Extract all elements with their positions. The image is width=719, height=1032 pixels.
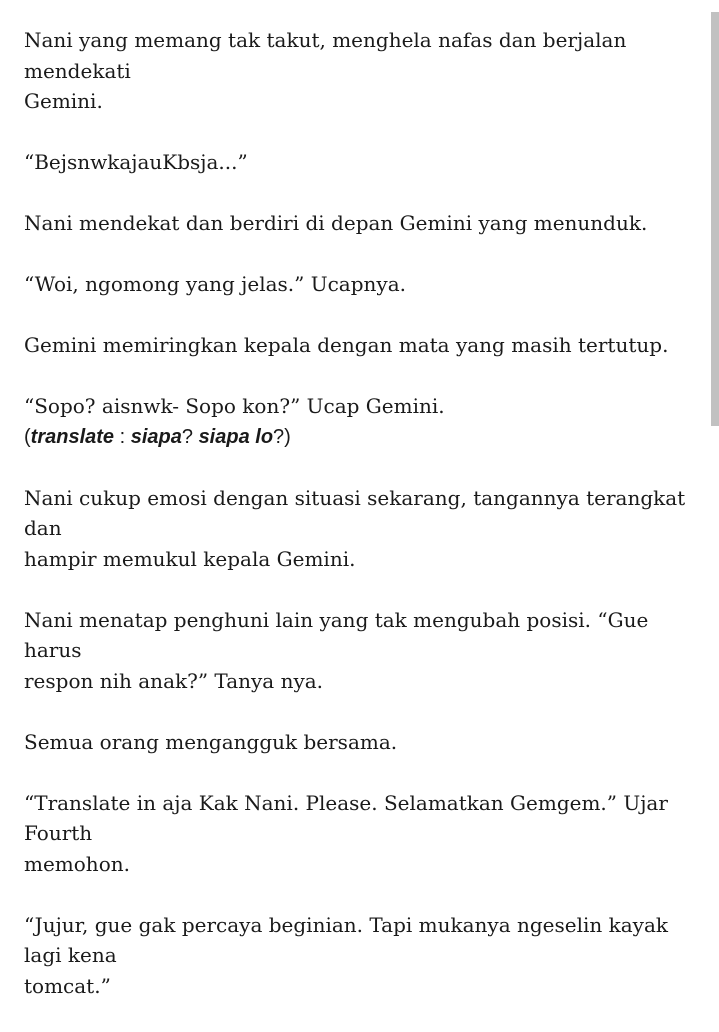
paragraph-2: “BejsnwkajauKbsja...” [24, 150, 248, 174]
paragraph-4: “Woi, ngomong yang jelas.” Ucapnya. [24, 272, 406, 296]
translation-word-siapa: siapa [130, 425, 182, 448]
paragraph-11: “Jujur, gue gak percaya beginian. Tapi mukanya ngeselin kayak lagi kena tomcat.” [24, 912, 669, 998]
paragraph-3: Nani mendekat dan berdiri di depan Gemini yang menunduk. [24, 211, 648, 235]
scrollbar-thumb[interactable] [711, 12, 719, 426]
story-text [24, 25, 704, 1032]
paragraph-7: Nani cukup emosi dengan situasi sekarang, tangannya terangkat dan hampir memukul kepala Gemini. [24, 485, 686, 571]
paragraph-9: Semua orang mengangguk bersama. [24, 729, 398, 754]
paragraph-6: “Sopo? aisnwk- Sopo kon?” Ucap Gemini. [24, 394, 445, 418]
paragraph-10: “Translate in aja Kak Nani. Please. Selamatkan Gemgem.” Ujar Fourth memohon. [24, 790, 668, 876]
paragraph-8: Nani menatap penghuni lain yang tak mengubah posisi. “Gue harus respon nih anak?” Tanya nya. [24, 607, 649, 693]
translation-word-siapa-lo: siapa lo [198, 425, 274, 448]
translation-label: translate [30, 425, 115, 448]
translation-note: (translate : siapa? siapa lo?) [24, 425, 291, 448]
paragraph-1: Nani yang memang tak takut, menghela nafas dan berjalan mendekati Gemini. [24, 28, 627, 113]
paragraph-5: Gemini memiringkan kepala dengan mata yang masih tertutup. [24, 333, 669, 357]
